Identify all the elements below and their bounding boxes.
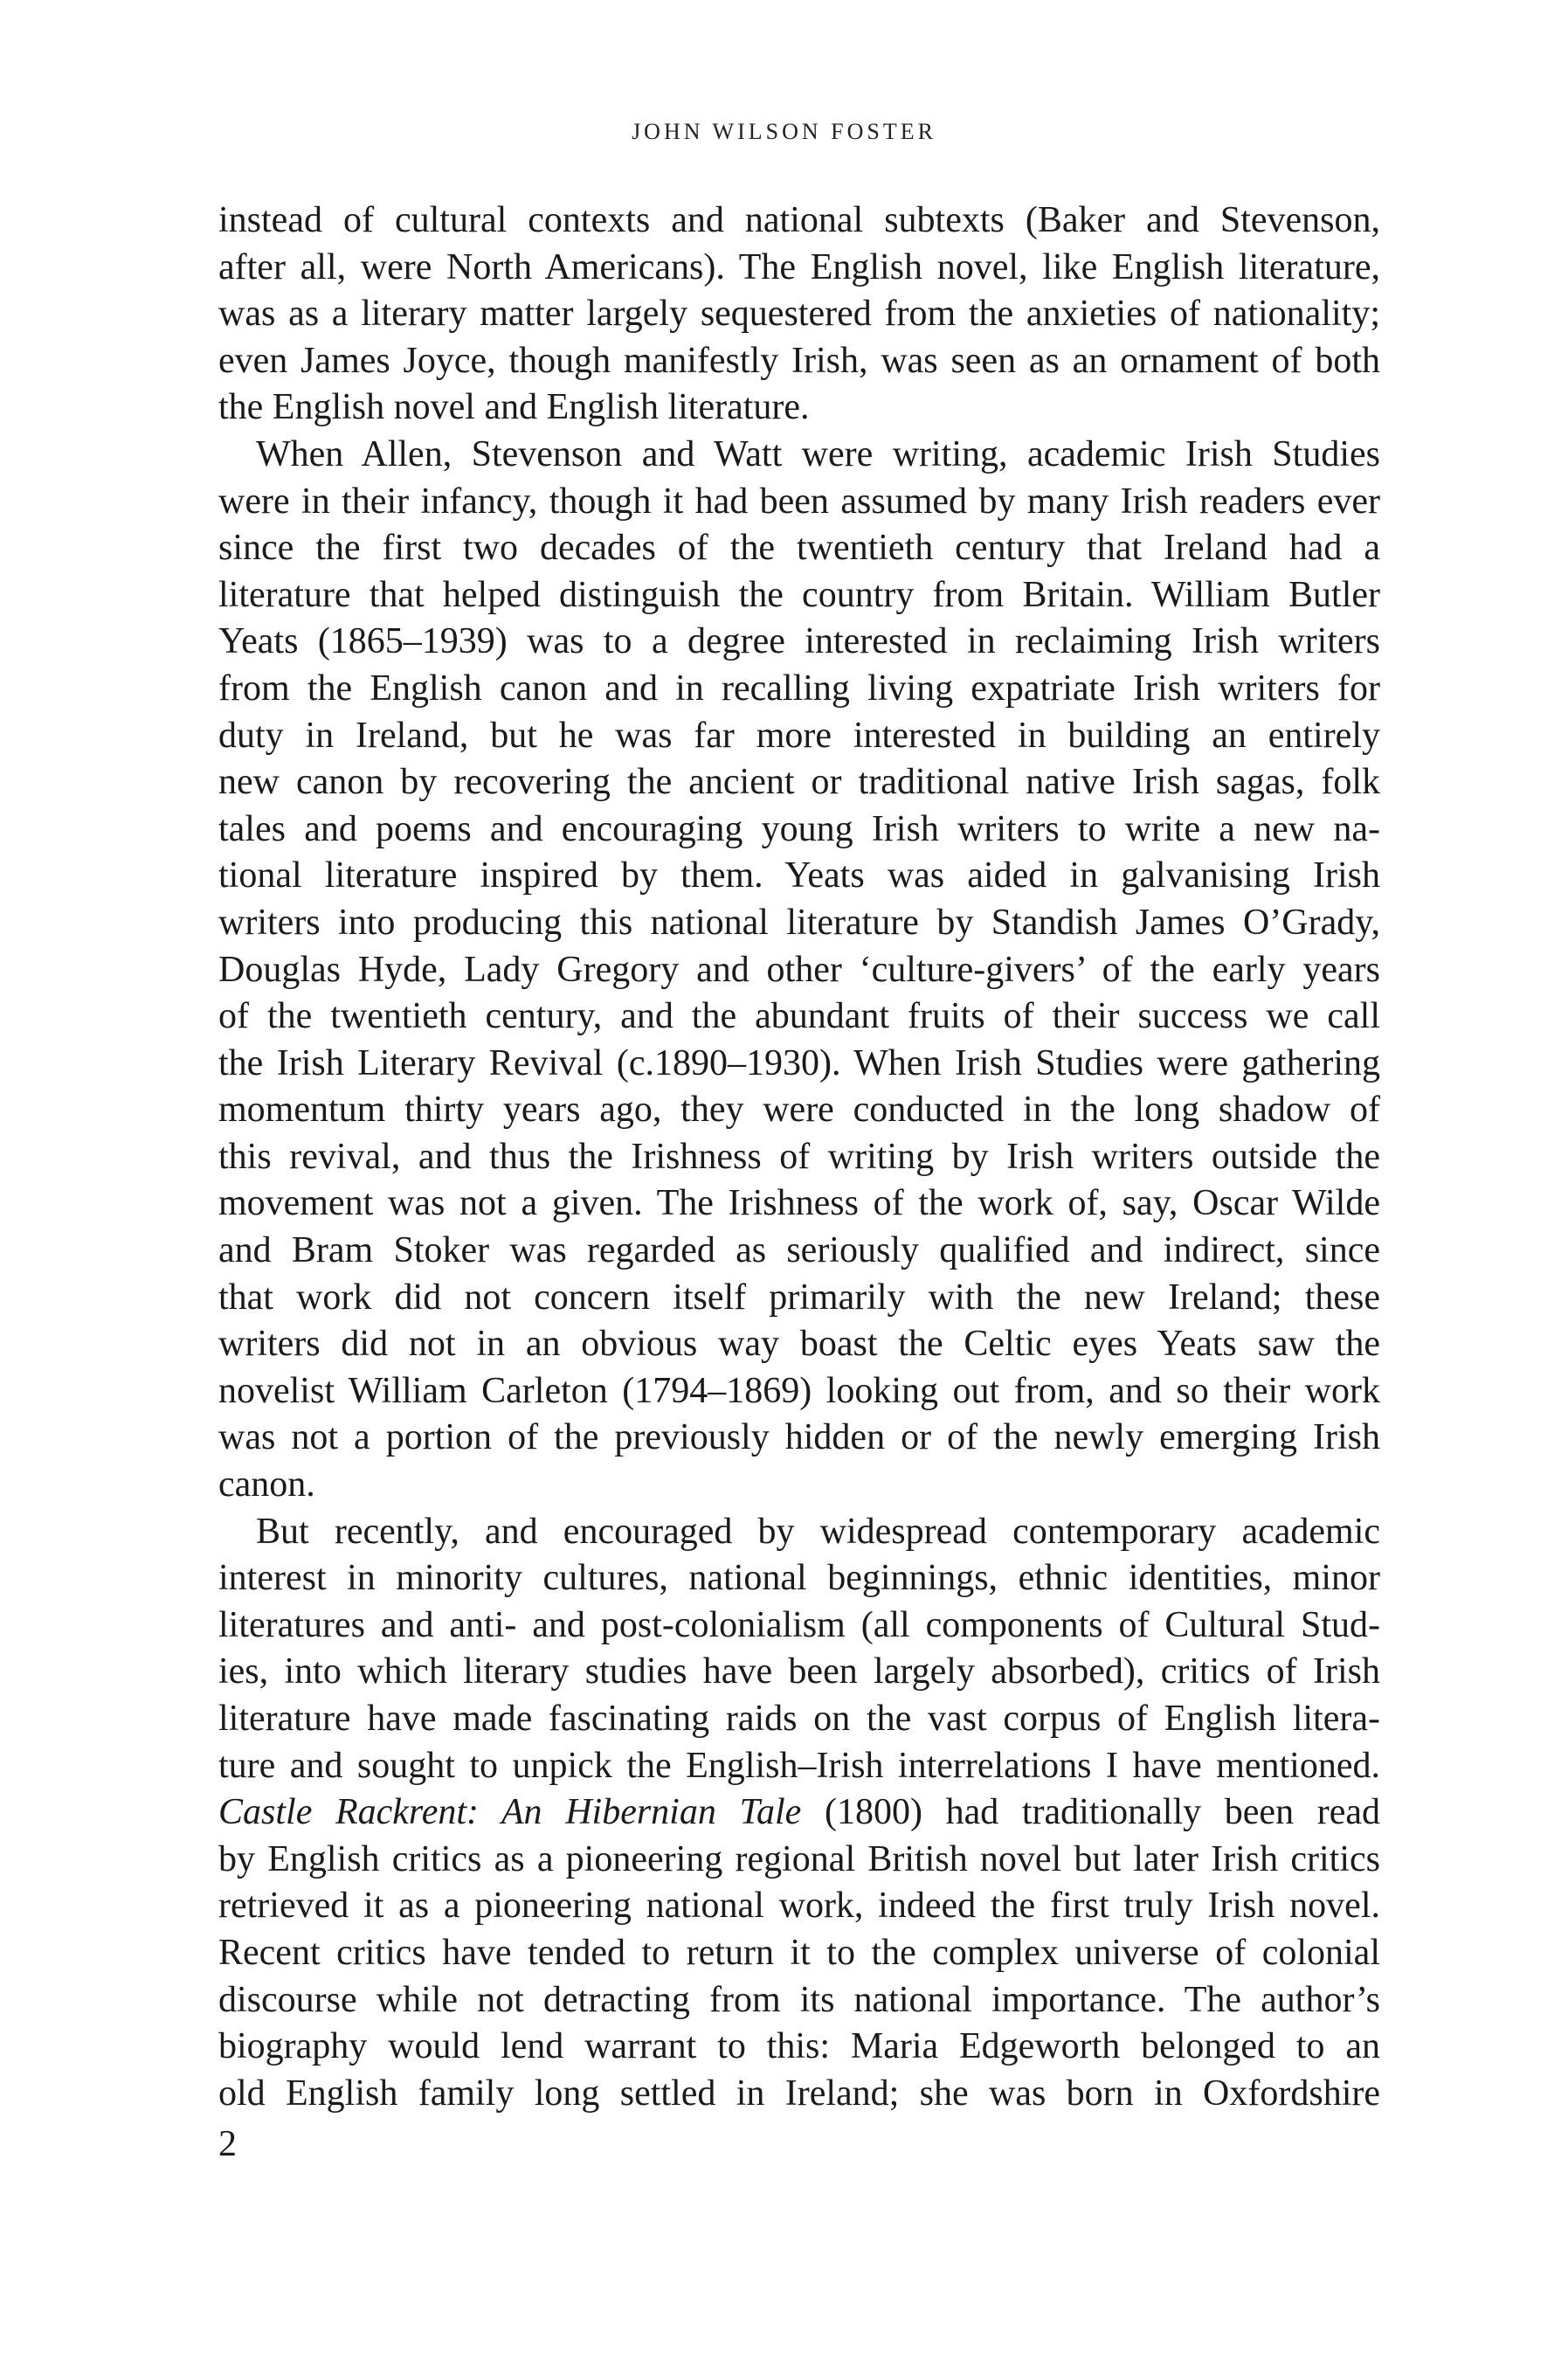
text-line: were in their infancy, though it had been assumed by many Irish readers ever bbox=[218, 481, 1380, 522]
text-line: interest in minority cultures, national beginnings, ethnic identities, minor bbox=[218, 1558, 1380, 1599]
text-line: since the first two decades of the twentieth century that Ireland had a bbox=[218, 528, 1380, 569]
text-line: from the English canon and in recalling living expatriate Irish writers for bbox=[218, 668, 1380, 709]
text-line: Castle Rackrent: An Hibernian Tale (1800) had traditionally been read bbox=[218, 1792, 1380, 1833]
text-line: the Irish Literary Revival (c.1890–1930). When Irish Studies were gathering bbox=[218, 1042, 1380, 1083]
text-line: tales and poems and encouraging young Irish writers to write a new na- bbox=[218, 808, 1380, 849]
text-line: writers into producing this national literature by Standish James O’Grady, bbox=[218, 902, 1380, 943]
body-text bbox=[218, 197, 1380, 2117]
book-title: Castle Rackrent: An Hibernian Tale bbox=[218, 1792, 802, 1833]
text-line: was not a portion of the previously hidden or of the newly emerging Irish bbox=[218, 1417, 1380, 1458]
text-line: writers did not in an obvious way boast the Celtic eyes Yeats saw the bbox=[218, 1324, 1380, 1365]
text-line: Yeats (1865–1939) was to a degree interested in reclaiming Irish writers bbox=[218, 621, 1380, 662]
text-line: the English novel and English literature. bbox=[218, 387, 810, 428]
text-line: momentum thirty years ago, they were conducted in the long shadow of bbox=[218, 1090, 1380, 1131]
text-line: Douglas Hyde, Lady Gregory and other ‘culture-givers’ of the early years bbox=[218, 949, 1380, 990]
paragraph bbox=[218, 197, 1380, 432]
text-line: discourse while not detracting from its national importance. The author’s bbox=[218, 1979, 1380, 2020]
text-line: retrieved it as a pioneering national work, indeed the first truly Irish novel. bbox=[218, 1886, 1380, 1927]
text-line: by English critics as a pioneering regional British novel but later Irish critics bbox=[218, 1838, 1380, 1879]
page-number: 2 bbox=[218, 2124, 237, 2164]
text-line: that work did not concern itself primarily with the new Ireland; these bbox=[218, 1277, 1380, 1318]
paragraph bbox=[218, 432, 1380, 1509]
text-line: ture and sought to unpick the English–Irish interrelations I have mentioned. bbox=[218, 1745, 1380, 1786]
text-line: literatures and anti- and post-colonialism (all components of Cultural Stud- bbox=[218, 1604, 1380, 1645]
running-head: JOHN WILSON FOSTER bbox=[632, 119, 936, 144]
text-line: literature that helped distinguish the country from Britain. William Butler bbox=[218, 574, 1380, 615]
text-line: of the twentieth century, and the abundant fruits of their success we call bbox=[218, 996, 1380, 1037]
text-line: novelist William Carleton (1794–1869) looking out from, and so their work bbox=[218, 1370, 1380, 1411]
text-line: biography would lend warrant to this: Maria Edgeworth belonged to an bbox=[218, 2026, 1380, 2067]
text-line: was as a literary matter largely sequestered from the anxieties of nationality; bbox=[218, 294, 1380, 335]
text-line: ies, into which literary studies have been largely absorbed), critics of Irish bbox=[218, 1651, 1380, 1692]
text-line: even James Joyce, though manifestly Irish, was seen as an ornament of both bbox=[218, 340, 1380, 381]
text-line: duty in Ireland, but he was far more interested in building an entirely bbox=[218, 715, 1380, 756]
text-line: tional literature inspired by them. Yeats was aided in galvanising Irish bbox=[218, 855, 1380, 896]
text-line: But recently, and encouraged by widespread contemporary academic bbox=[256, 1511, 1380, 1552]
text-line: canon. bbox=[218, 1464, 315, 1505]
text-line: instead of cultural contexts and national subtexts (Baker and Stevenson, bbox=[218, 200, 1380, 240]
text-line: after all, were North Americans). The English novel, like English literature, bbox=[218, 246, 1380, 287]
text-line: Recent critics have tended to return it to the complex universe of colonial bbox=[218, 1932, 1380, 1973]
text-line: this revival, and thus the Irishness of writing by Irish writers outside the bbox=[218, 1136, 1380, 1177]
text-line: When Allen, Stevenson and Watt were writing, academic Irish Studies bbox=[256, 433, 1380, 474]
text-line: literature have made fascinating raids on the vast corpus of English litera- bbox=[218, 1699, 1380, 1739]
text-line: old English family long settled in Ireland; she was born in Oxfordshire bbox=[218, 2073, 1380, 2114]
paragraph bbox=[218, 1509, 1380, 2118]
text-line: and Bram Stoker was regarded as seriously qualified and indirect, since bbox=[218, 1230, 1380, 1271]
text-line: movement was not a given. The Irishness of the work of, say, Oscar Wilde bbox=[218, 1183, 1380, 1224]
text-line: new canon by recovering the ancient or traditional native Irish sagas, folk bbox=[218, 762, 1380, 803]
